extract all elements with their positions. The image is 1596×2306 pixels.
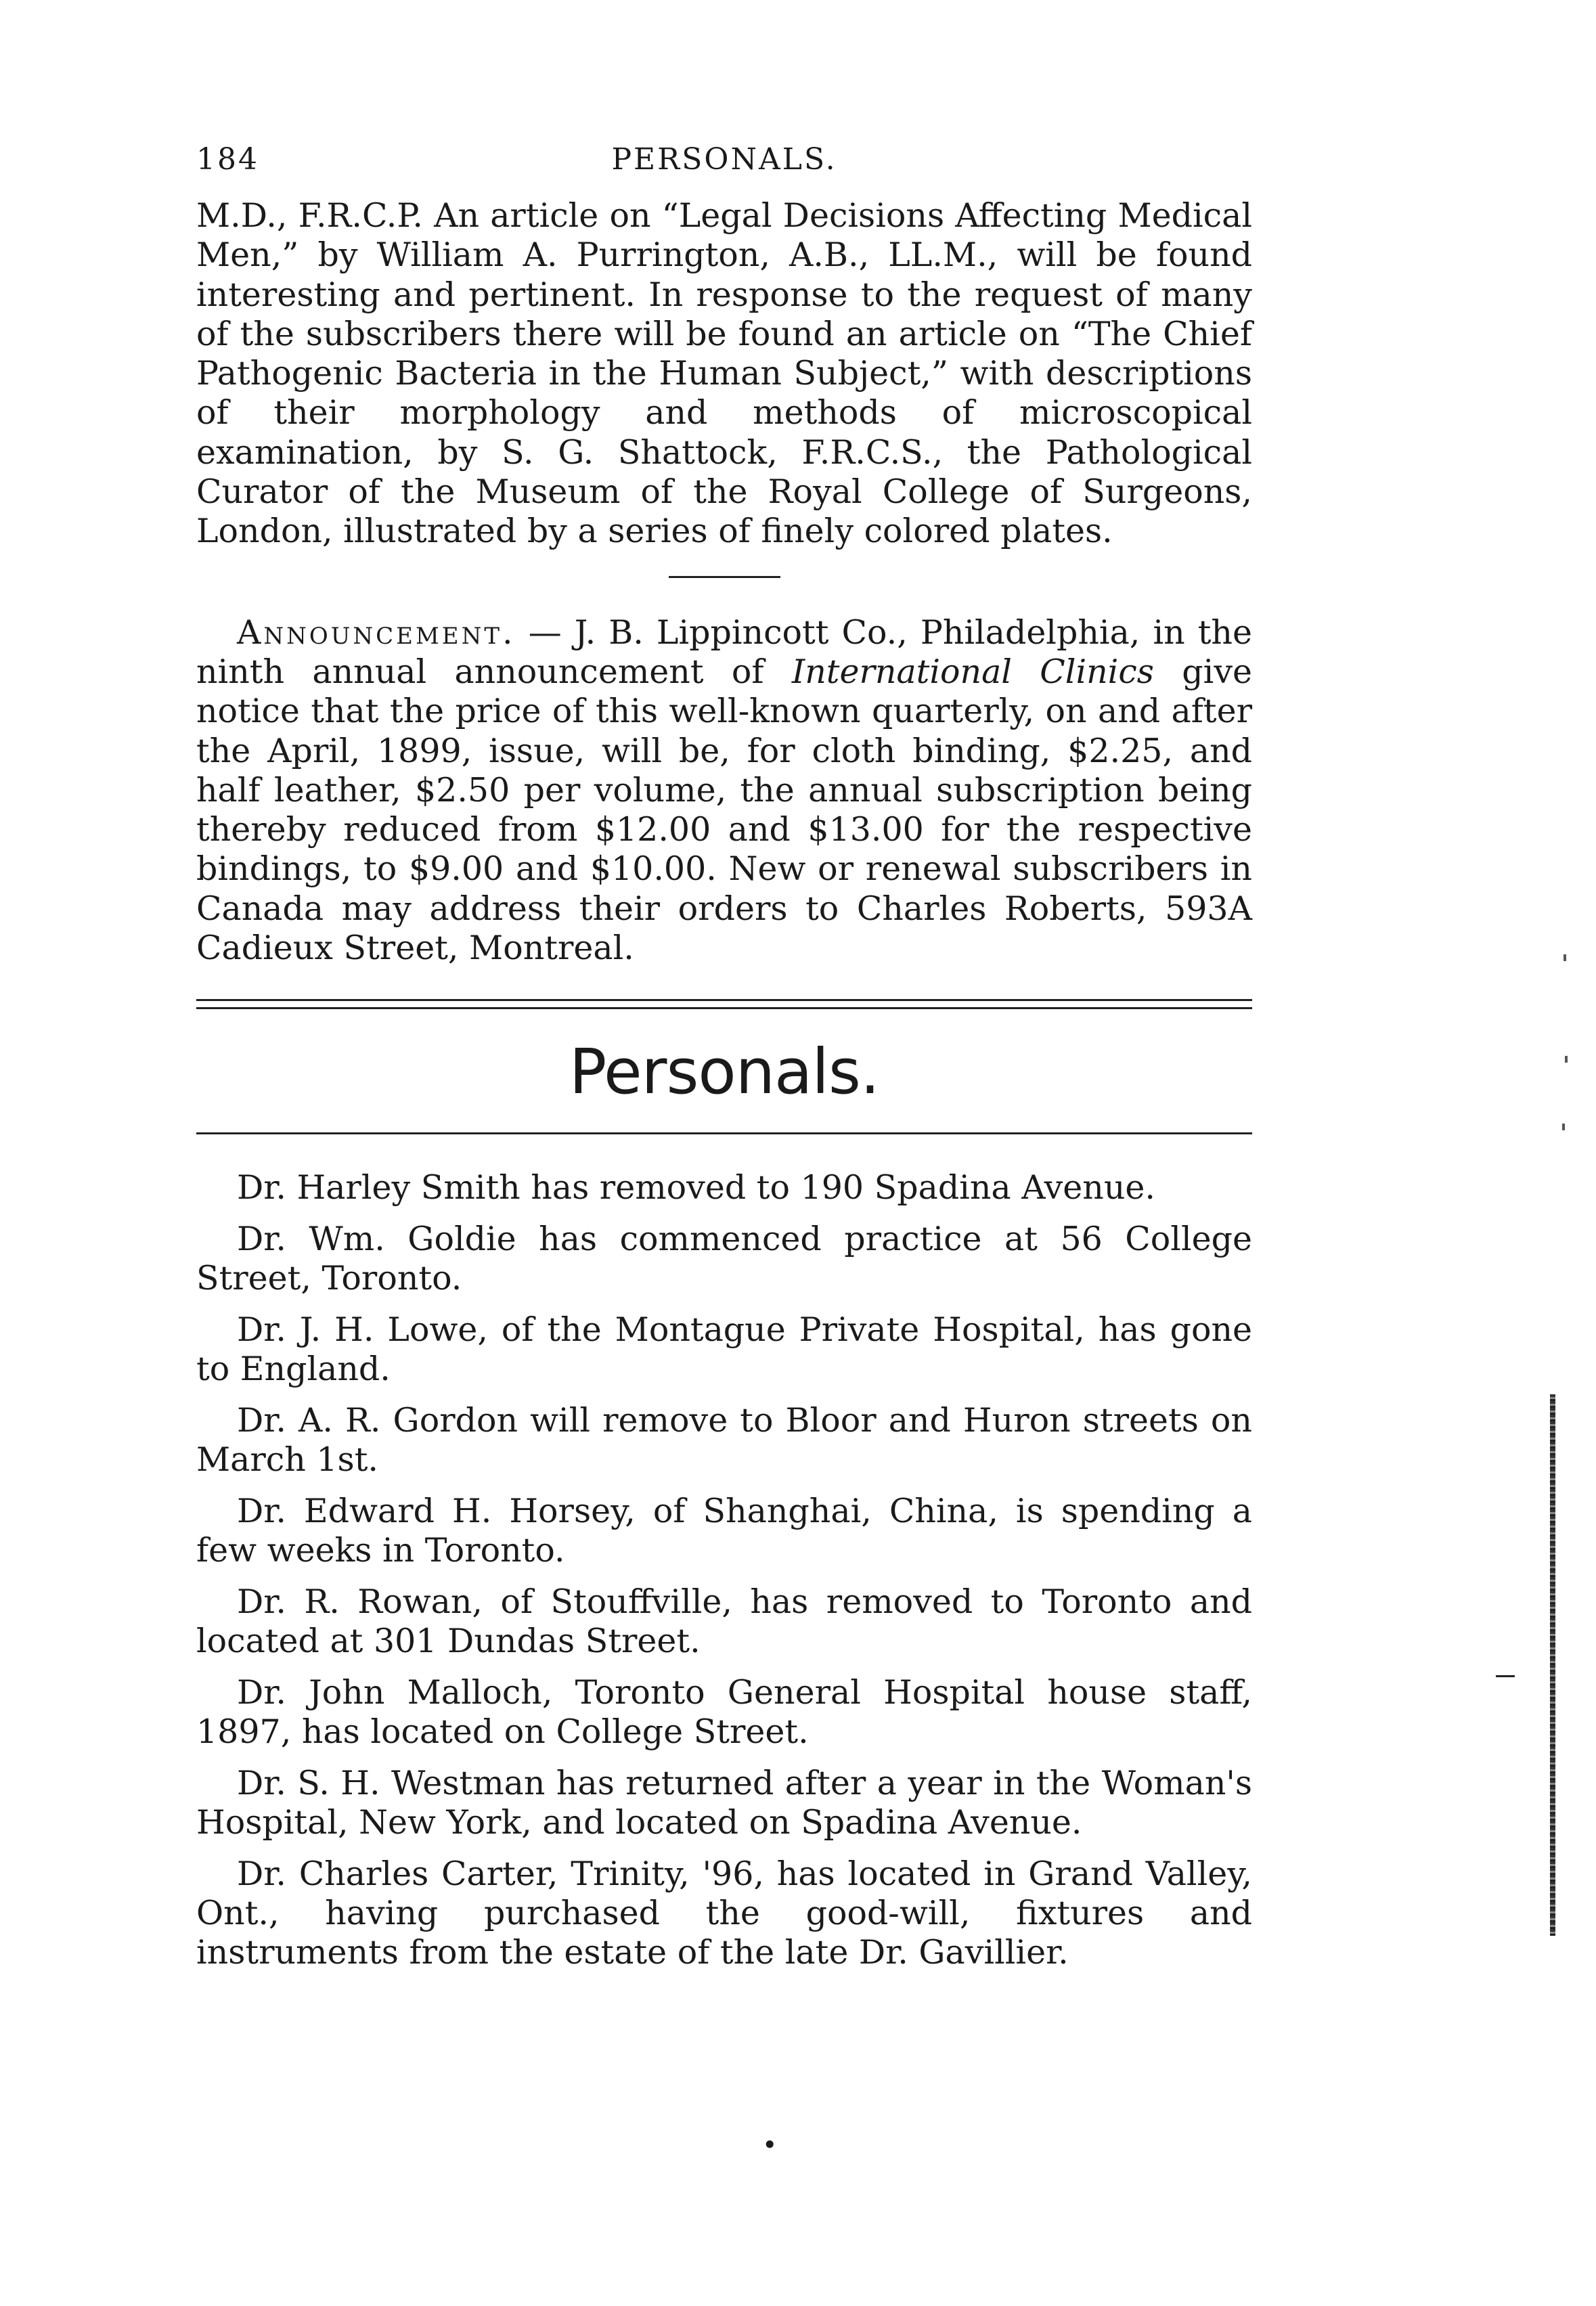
section-divider [669,576,780,578]
announcement-paragraph [196,613,1252,969]
personals-list [196,1168,1252,1972]
personal-item: Dr. J. H. Lowe, of the Montague Private Hospital, has gone to England. [196,1310,1252,1388]
scan-binding-edge [1550,1394,1555,1936]
personal-item: Dr. Charles Carter, Trinity, '96, has located in Grand Valley, Ont., having purchased the good-will, fixtures and instruments from the estate of the late Dr. Gavillier. [196,1854,1252,1972]
section-title: Personals. [569,1036,880,1109]
personal-item: Dr. A. R. Gordon will remove to Bloor and Huron streets on March 1st. [196,1400,1252,1479]
scan-speck [1562,1124,1565,1130]
double-rule [196,999,1252,1009]
personal-item: Dr. Wm. Goldie has commenced practice at 56 College Street, Toronto. [196,1219,1252,1298]
personal-item: Dr. S. H. Westman has returned after a year in the Woman's Hospital, New York, and located on Spadina Avenue. [196,1763,1252,1842]
announcement-label: Announcement. [237,613,516,652]
personal-item: Dr. R. Rowan, of Stouffville, has removed to Toronto and located at 301 Dundas Street. [196,1582,1252,1660]
journal-title: International Clinics [791,652,1154,691]
scan-speck [1564,954,1566,961]
personal-item: Dr. Harley Smith has removed to 190 Spadina Avenue. [237,1168,1155,1207]
running-head [196,142,1252,196]
title-underline [196,1132,1252,1134]
rule-line [196,1007,1252,1009]
announcement-text-before: — J. B. Lippincott Co., Philadelphia, in the ninth annual announcement of [196,613,1252,691]
personal-item: Dr. John Malloch, Toronto General Hospital house staff, 1897, has located on College Street. [196,1672,1252,1751]
personal-item: Dr. Edward H. Horsey, of Shanghai, China, is spending a few weeks in Toronto. [196,1491,1252,1570]
continued-paragraph: M.D., F.R.C.P. An article on “Legal Decisions Affecting Medical Men,” by William A. Purrington, A.B., LL.M., will be found interesting and pertinent. In response to the request of many of the subscribers there will be found an article on “The Chief Pathogenic Bacteria in the Human Subject,” with descriptions of their morphology and methods of microscopical examination, by S. G. Shattock, F.R.C.S., the Pathological Curator of the Museum of the Royal College of Surgeons, London, illustrated by a series of finely colored plates. [196,196,1252,551]
scan-speck [1496,1675,1515,1677]
page-content [196,142,1252,1985]
scan-speck [1565,1056,1568,1063]
running-title: PERSONALS. [611,142,837,177]
footer-mark: • [762,2130,778,2160]
page-number: 184 [196,142,259,177]
announcement-text-after: give notice that the price of this well-known quarterly, on and after the April, 1899, issue, will be, for cloth binding, $2.25, and half leather, $2.50 per volume, the annual subscription being thereby reduced from $12.00 and $13.00 for the respective bindings, to $9.00 and $10.00. New or renewal subscribers in Canada may address their orders to Charles Roberts, 593A Cadieux Street, Montreal. [196,652,1252,968]
rule-line [196,999,1252,1001]
